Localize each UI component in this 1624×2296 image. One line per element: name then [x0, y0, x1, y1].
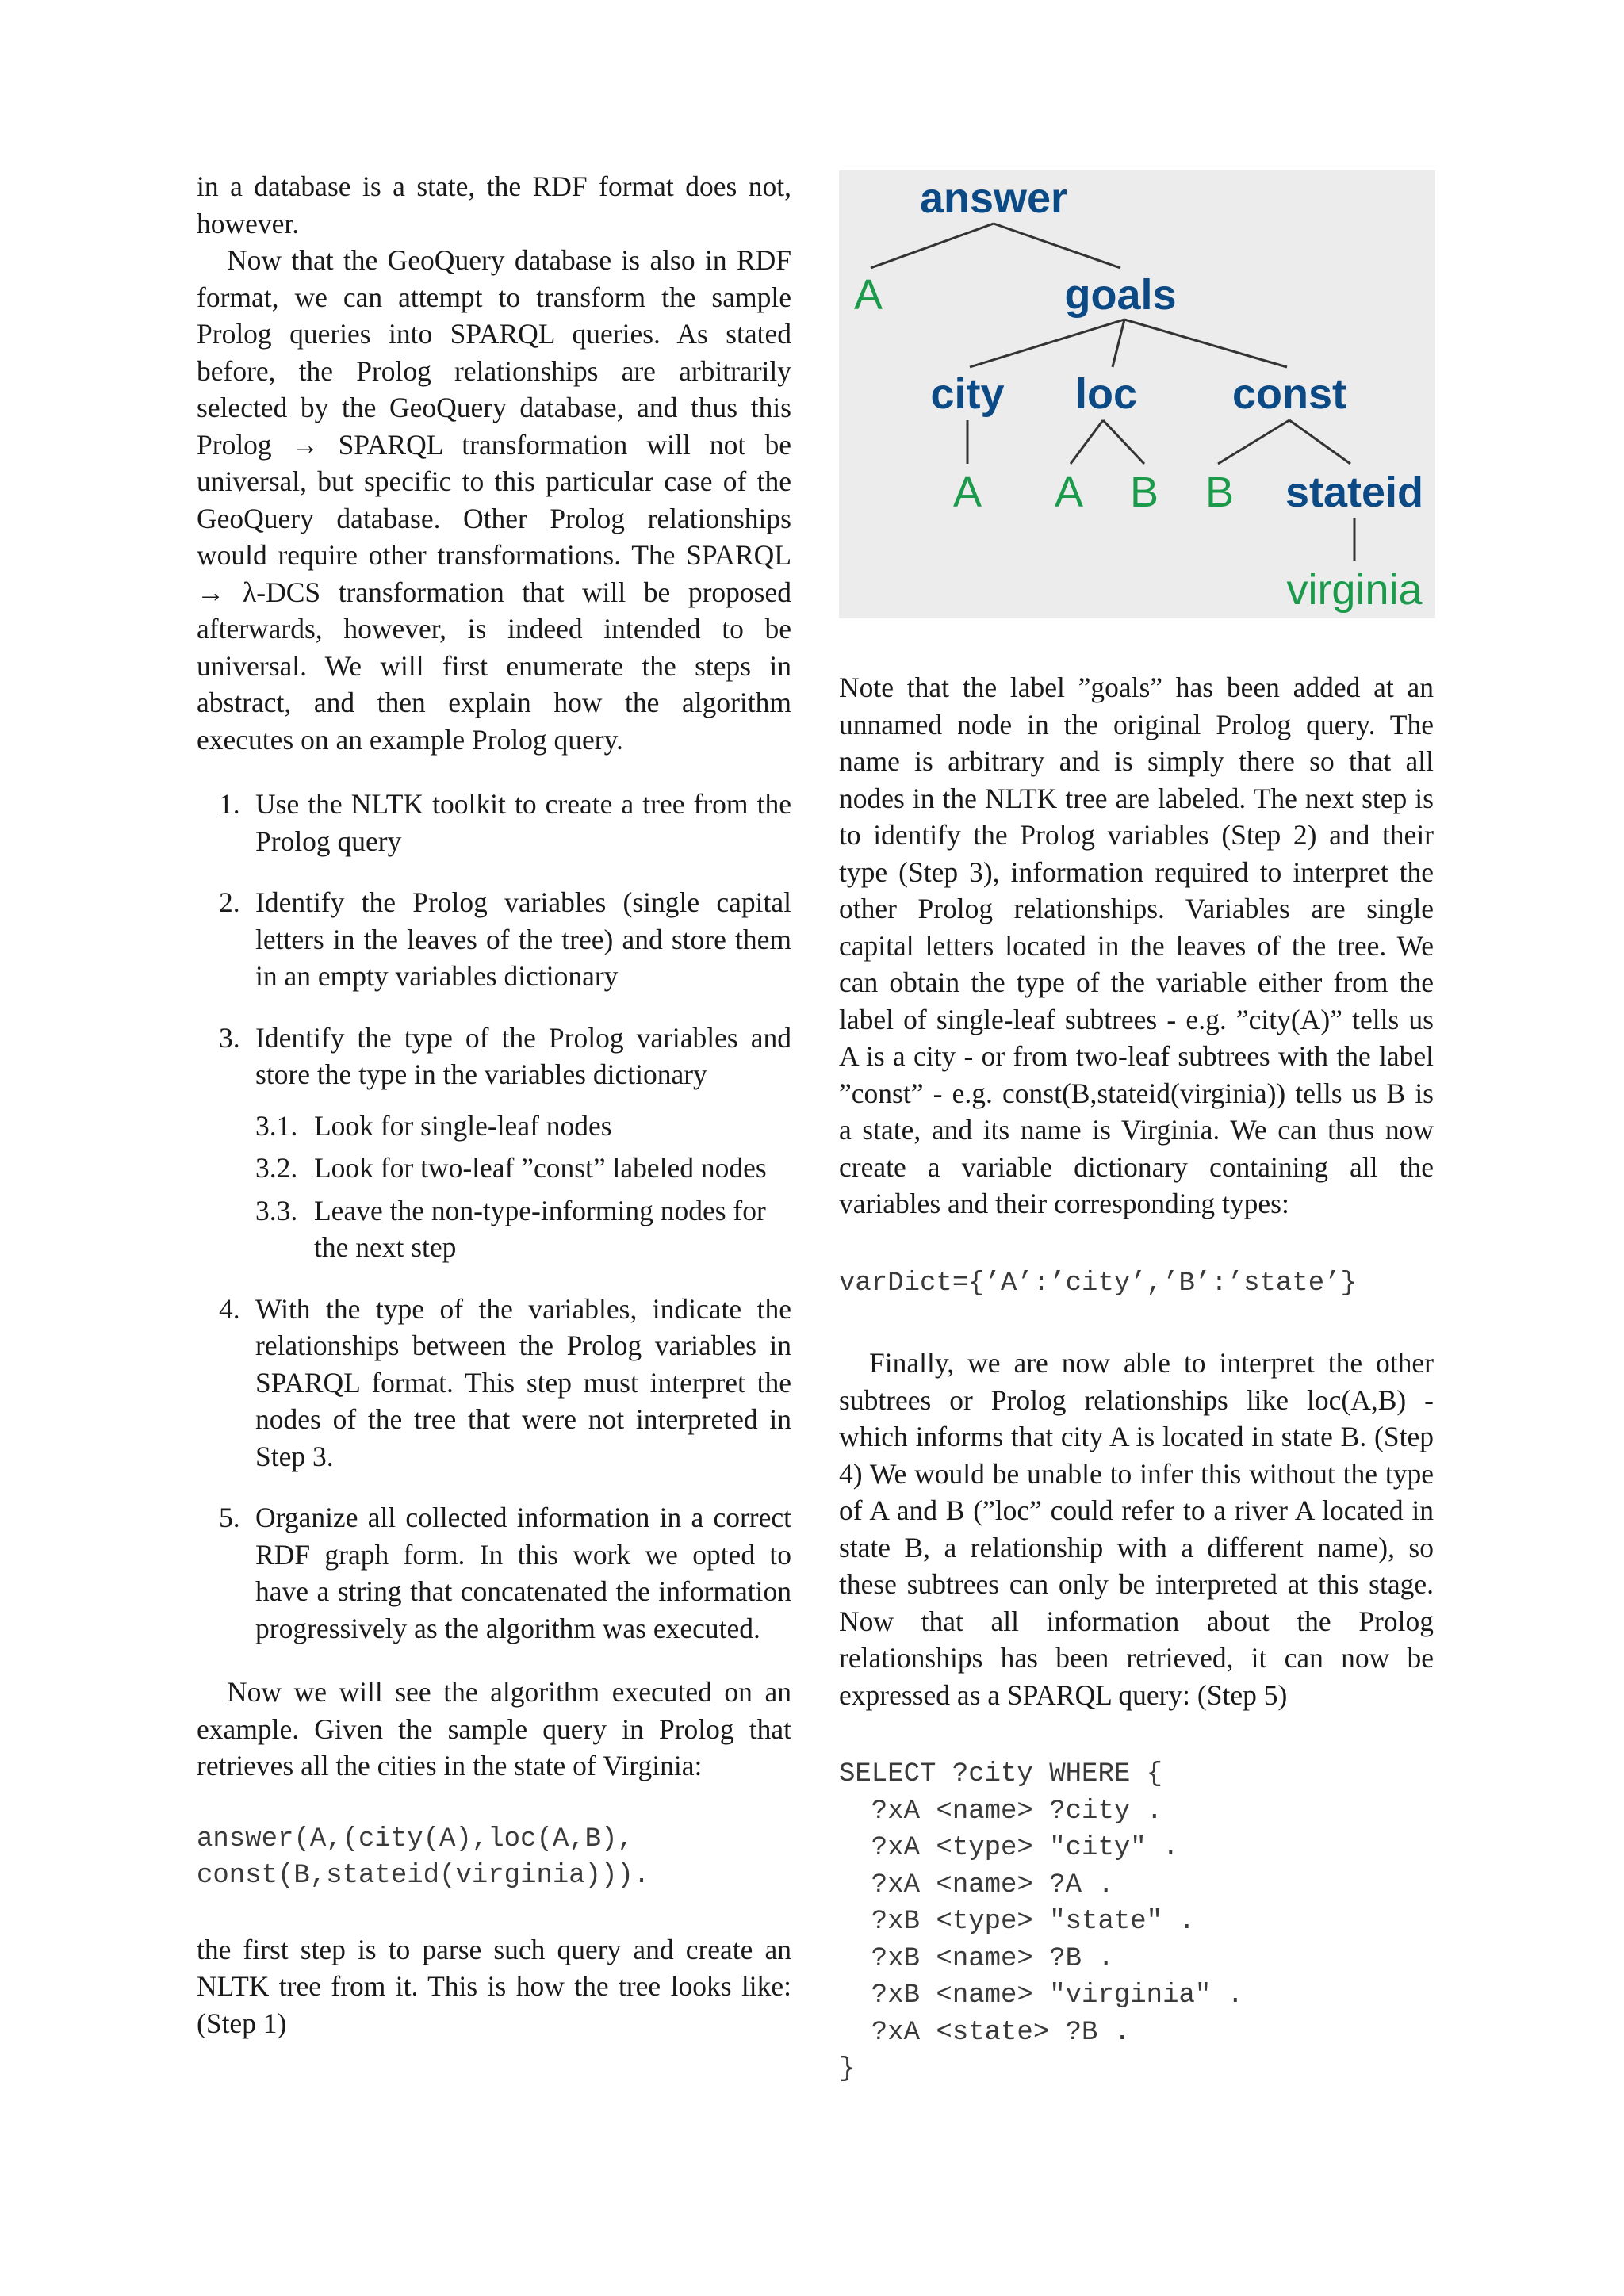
edge [1289, 420, 1350, 464]
step-number: 4. [219, 1292, 240, 1325]
step-item [197, 786, 791, 859]
paragraph-example: Now we will see the algorithm executed on an example. Given the sample query in Prolog that retrieves all the cities in the state of Virginia: [197, 1676, 791, 1781]
nltk-tree-figure [839, 170, 1435, 618]
node-answer: answer [919, 174, 1068, 222]
step-text: Identify the type of the Prolog variables and store the type in the variables dictionary [255, 1021, 791, 1090]
leaf-a: A [952, 469, 982, 516]
sparql-line: ?xA <name> ?A . [839, 1869, 1114, 1900]
step-item [197, 1020, 791, 1266]
substep-number: 3.1. [255, 1109, 298, 1142]
edge [1124, 320, 1287, 367]
step-item [197, 884, 791, 995]
edge [994, 224, 1120, 268]
leaf-a: A [1054, 469, 1084, 516]
paragraph-step1: the first step is to parse such query and create an NLTK tree from it. This is how the tree looks like: (Step 1) [197, 1933, 791, 2039]
code-line: const(B,stateid(virginia))). [197, 1861, 650, 1891]
step-text: Use the NLTK toolkit to create a tree from the Prolog query [255, 788, 791, 857]
edge [1218, 420, 1289, 464]
leaf-virginia: virginia [1286, 566, 1423, 614]
step-text: With the type of the variables, indicate the relationships between the Prolog variables in SPARQL format. This step must interpret the nodes of the tree that were not interpreted in Step 3. [255, 1292, 791, 1472]
sparql-line: SELECT ?city WHERE { [839, 1759, 1163, 1789]
leaf-b: B [1129, 469, 1159, 516]
sparql-line: } [839, 2054, 856, 2084]
substep-number: 3.3. [255, 1194, 298, 1226]
node-loc: loc [1074, 370, 1138, 418]
vardict-code: varDict={’A’:’city’,’B’:’state’} [839, 1268, 1357, 1299]
step-number: 5. [219, 1502, 240, 1533]
substep-item [255, 1150, 791, 1187]
edge [1071, 420, 1103, 464]
left-column [197, 168, 791, 2042]
step-text: Organize all collected information in a correct RDF graph form. In this work we opted to have a string that concatenated the information progressively as the algorithm was executed. [255, 1502, 791, 1644]
node-goals: goals [1064, 271, 1177, 319]
paragraph-goals-note: Note that the label ”goals” has been added at an unnamed node in the original Prolog query. The name is arbitrary and is simply there so that all nodes in the NLTK tree are labeled. The next step is to identify the Prolog variables (Step 2) and their type (Step 3), information required to interpret the other Prolog relationships. Variables are single capital letters located in the leaves of the tree. We can obtain the type of the variable either from the label of single-leaf subtrees - e.g. ”city(A)” tells us A is a city - or from two-leaf subtrees with the label ”const” - e.g. const(B,stateid(virginia)) tells us B is a state, and its name is Virginia. We can thus now create a variable dictionary containing all the variables and their corresponding types: [839, 672, 1434, 1219]
sparql-line: ?xA <name> ?city . [839, 1796, 1163, 1827]
step-number: 2. [219, 886, 240, 918]
paragraph-interpret: Finally, we are now able to interpret the other subtrees or Prolog relationships like loc(A,B) - which informs that city A is located in state B. (Step 4) We would be unable to infer this without the type of A and B (”loc” could refer to a river A located in state B, a relationship with a different name), so these subtrees can only be interpreted at this stage. Now that all information about the Prolog relationships has been retrieved, it can now be expressed as a SPARQL query: (Step 5) [839, 1347, 1434, 1711]
sparql-line: ?xB <type> "state" . [839, 1907, 1195, 1937]
substeps-list [255, 1108, 791, 1266]
steps-list [197, 786, 791, 1647]
leaf-b: B [1205, 469, 1235, 516]
tree-svg [839, 170, 1435, 618]
sparql-line: ?xA <state> ?B . [839, 2017, 1131, 2048]
substep-item [255, 1192, 791, 1266]
substep-text: Leave the non-type-informing nodes for the next step [314, 1194, 766, 1263]
leaf-a: A [853, 271, 883, 319]
substep-text: Look for single-leaf nodes [314, 1109, 612, 1142]
edge [970, 320, 1124, 367]
node-city: city [930, 370, 1005, 418]
sparql-line: ?xB <name> ?B . [839, 1943, 1114, 1974]
prolog-code-block [197, 1821, 791, 1895]
step-number: 1. [219, 788, 240, 820]
sparql-line: ?xA <type> "city" . [839, 1833, 1179, 1863]
node-const: const [1231, 370, 1347, 418]
edge [871, 224, 994, 268]
right-column [839, 669, 1434, 2088]
substep-item [255, 1108, 791, 1145]
edge [1103, 420, 1144, 464]
sparql-code-block [839, 1756, 1434, 2088]
edge [1113, 320, 1124, 367]
substep-number: 3.2. [255, 1152, 298, 1184]
paragraph-transform: Now that the GeoQuery database is also in RDF format, we can attempt to transform the sample Prolog queries into SPARQL queries. As stated before, the Prolog relationships are arbitrarily selected by the GeoQuery database, and thus this Prolog → SPARQL transformation will not be universal, but specific to this particular case of the GeoQuery database. Other Prolog relationships would require other transformations. The SPARQL → λ-DCS transformation that will be proposed afterwards, however, is indeed intended to be universal. We will first enumerate the steps in abstract, and then explain how the algorithm executes on an example Prolog query. [197, 244, 791, 756]
node-stateid: stateid [1285, 469, 1424, 516]
step-number: 3. [219, 1021, 240, 1054]
paragraph-intro: in a database is a state, the RDF format does not, however. [197, 170, 791, 239]
step-text: Identify the Prolog variables (single capital letters in the leaves of the tree) and store them in an empty variables dictionary [255, 886, 791, 992]
step-item [197, 1291, 791, 1475]
sparql-line: ?xB <name> "virginia" . [839, 1980, 1244, 2011]
code-line: answer(A,(city(A),loc(A,B), [197, 1823, 634, 1854]
substep-text: Look for two-leaf ”const” labeled nodes [314, 1152, 767, 1184]
step-item [197, 1499, 791, 1647]
